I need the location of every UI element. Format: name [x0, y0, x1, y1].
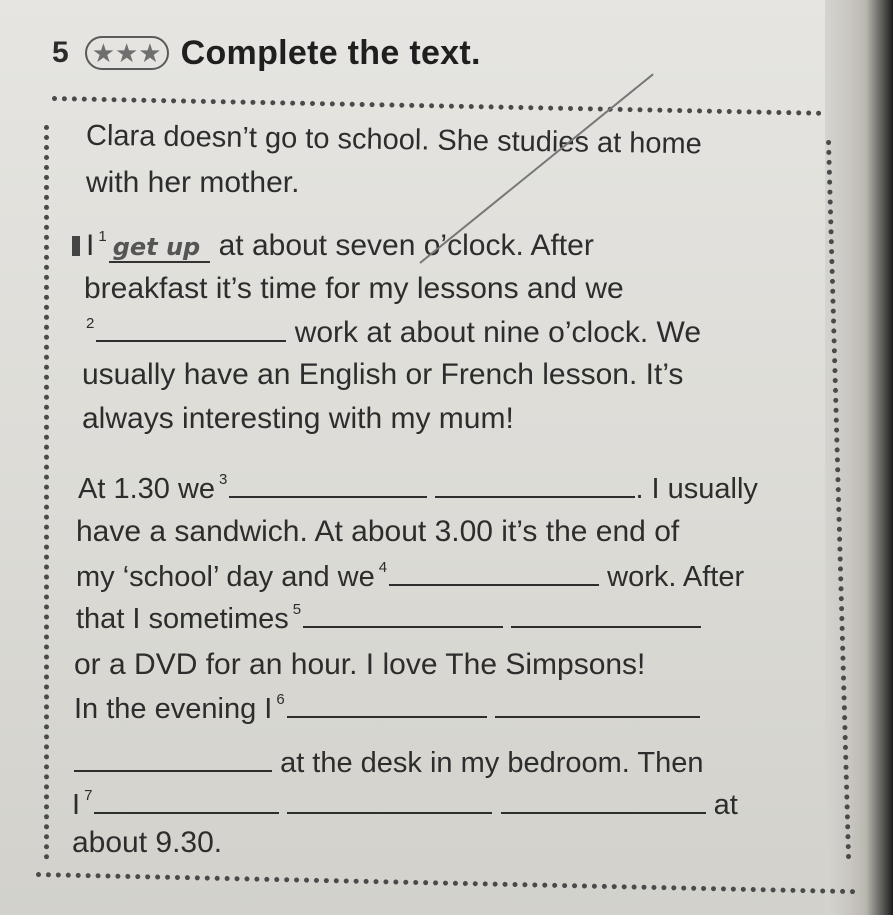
blank-7c[interactable]	[501, 786, 706, 814]
pen-mark	[72, 236, 80, 256]
blank-5b[interactable]	[511, 600, 701, 628]
blank-6b[interactable]	[495, 690, 700, 718]
blank-4[interactable]	[389, 558, 599, 586]
text-line: I $^1$ get up at about seven o’clock. After	[72, 228, 594, 263]
blank-6c[interactable]	[74, 744, 272, 772]
text-line: with her mother.	[86, 166, 300, 199]
text-line: usually have an English or French lesson. It’s	[82, 358, 684, 391]
star-icon: ★★★	[91, 38, 162, 68]
text-line: or a DVD for an hour. I love The Simpsons!	[74, 648, 646, 681]
text-line: breakfast it’s time for my lessons and we	[84, 272, 624, 305]
exercise-title: Complete the text.	[180, 33, 481, 72]
text-line: I $^7$ at	[72, 787, 738, 821]
blank-5a[interactable]	[303, 600, 503, 628]
blank-3a[interactable]	[229, 470, 427, 498]
text-line: In the evening I $^6$	[74, 690, 700, 726]
text-line: about 9.30.	[72, 826, 223, 859]
exercise-number: 5	[52, 36, 69, 69]
text-line: At 1.30 we $^3$ . I usually	[78, 471, 758, 505]
exercise-header	[52, 28, 481, 78]
text-line: always interesting with my mum!	[82, 402, 514, 435]
text-line: Clara doesn’t go to school. She studies at home	[85, 119, 703, 161]
text-line: that I sometimes $^5$	[76, 600, 701, 636]
blank-7b[interactable]	[287, 786, 492, 814]
dotted-border-left	[44, 125, 49, 860]
answer-1: get up	[109, 233, 211, 263]
blank-7a[interactable]	[94, 786, 279, 814]
blank-2[interactable]	[96, 314, 286, 342]
difficulty-stars	[85, 36, 169, 70]
text-line: $^2$ work at about nine o’clock. We	[86, 315, 702, 349]
blank-3b[interactable]	[435, 470, 635, 498]
text-line: at the desk in my bedroom. Then	[74, 744, 703, 780]
text-line: have a sandwich. At about 3.00 it’s the end of	[76, 515, 680, 548]
text-line: my ‘school’ day and we $^4$ work. After	[76, 559, 745, 593]
blank-6a[interactable]	[287, 690, 487, 718]
